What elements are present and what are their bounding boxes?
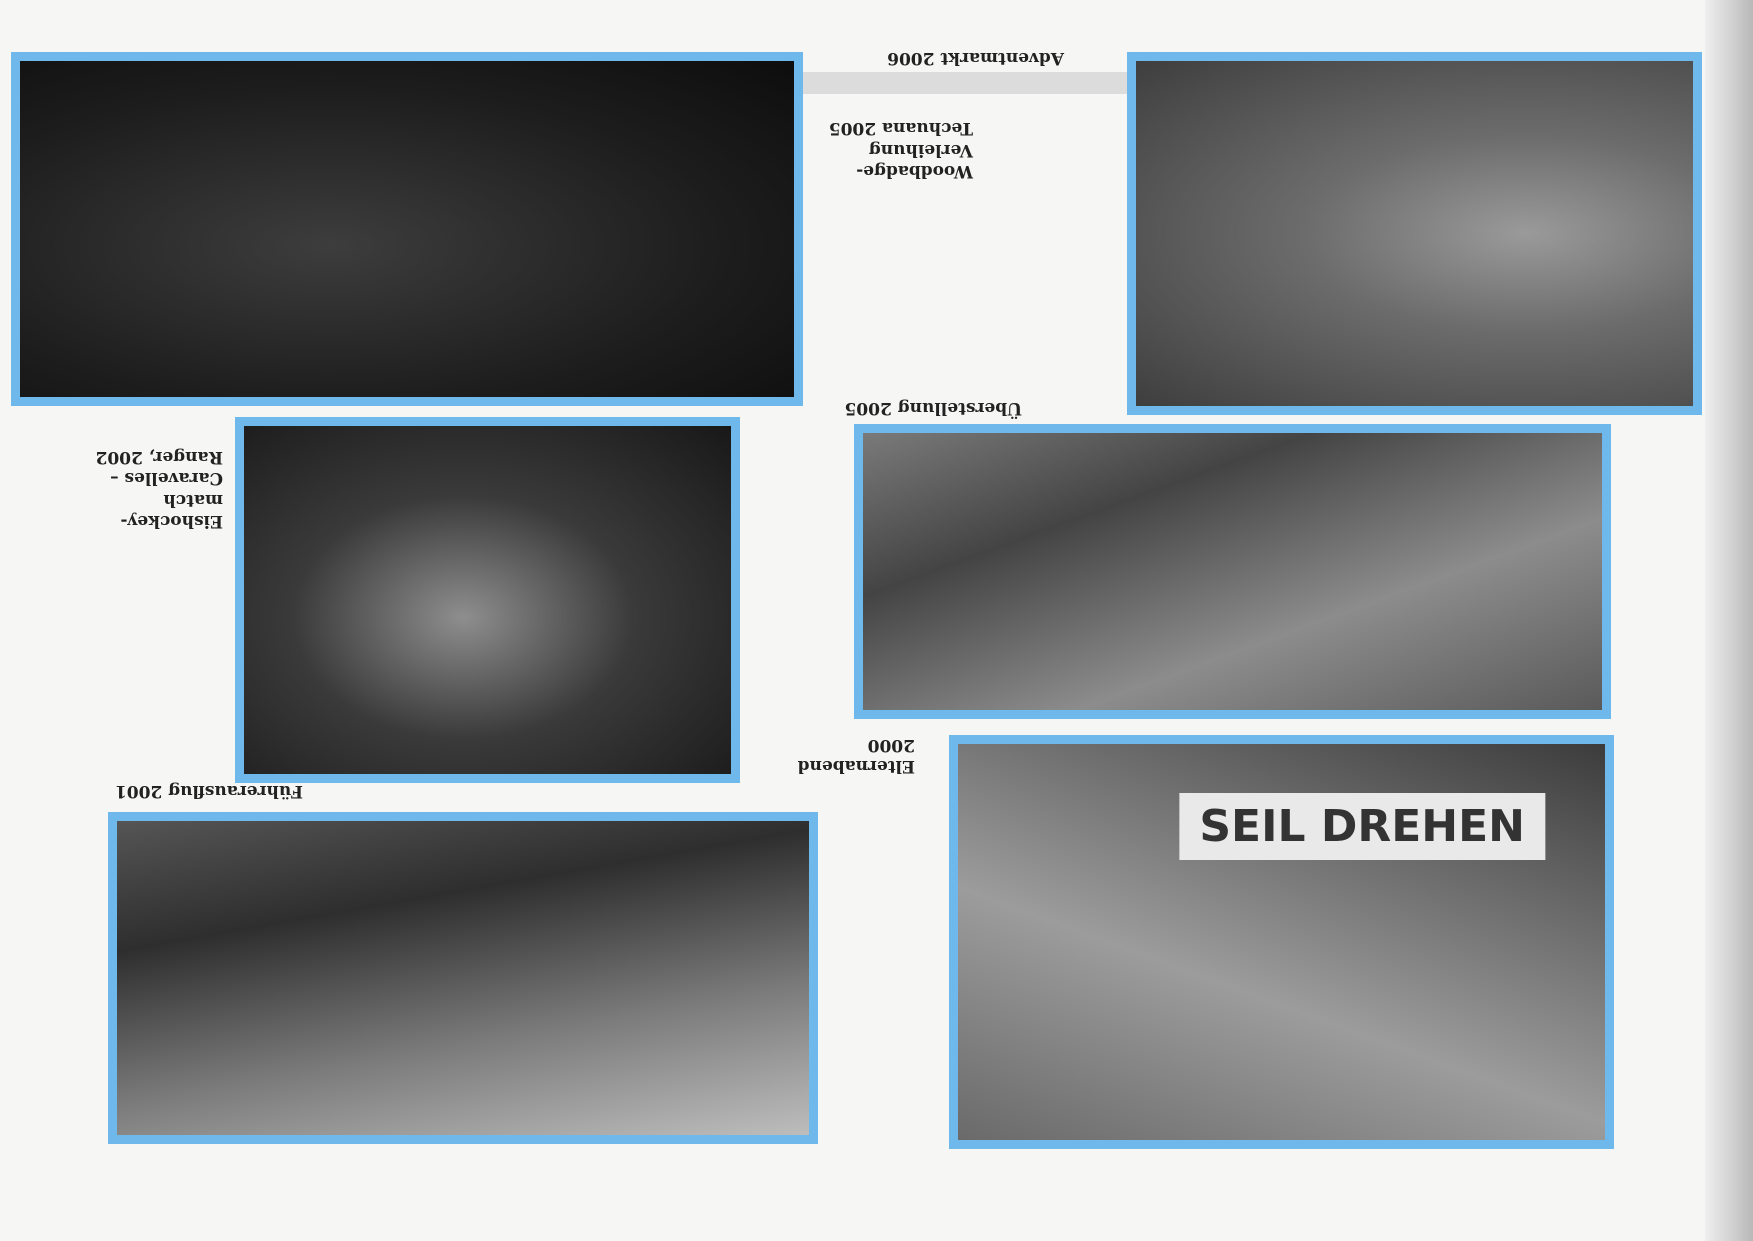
photo-eishockey	[235, 417, 740, 783]
banner-seil-drehen: SEIL DREHEN	[1179, 793, 1545, 860]
photo-fuhrerausflug	[108, 812, 818, 1144]
photo-image	[244, 426, 731, 774]
photo-adventmarkt	[1127, 52, 1702, 415]
photo-image	[958, 744, 1605, 1140]
caption-eishockey: Eishockey- match Caravelles – Ranger, 2002	[95, 447, 223, 531]
caption-adventmarkt: Adventmarkt 2006	[887, 48, 1064, 68]
caption-woodbadge: Woodbadge- Verleihung Techuana 2005	[828, 118, 973, 181]
caption-fuhrerausflug: Führerausflug 2001	[114, 781, 303, 801]
photo-image	[1136, 61, 1693, 406]
photo-uberstellung	[854, 424, 1611, 719]
photo-image	[863, 433, 1602, 710]
photo-image	[117, 821, 809, 1135]
photo-woodbadge	[11, 52, 803, 406]
photo-image	[20, 61, 794, 397]
caption-elternabend: Elternabend 2000	[797, 734, 915, 776]
photo-elternabend	[949, 735, 1614, 1149]
caption-uberstellung: Überstellung 2005	[844, 398, 1022, 418]
